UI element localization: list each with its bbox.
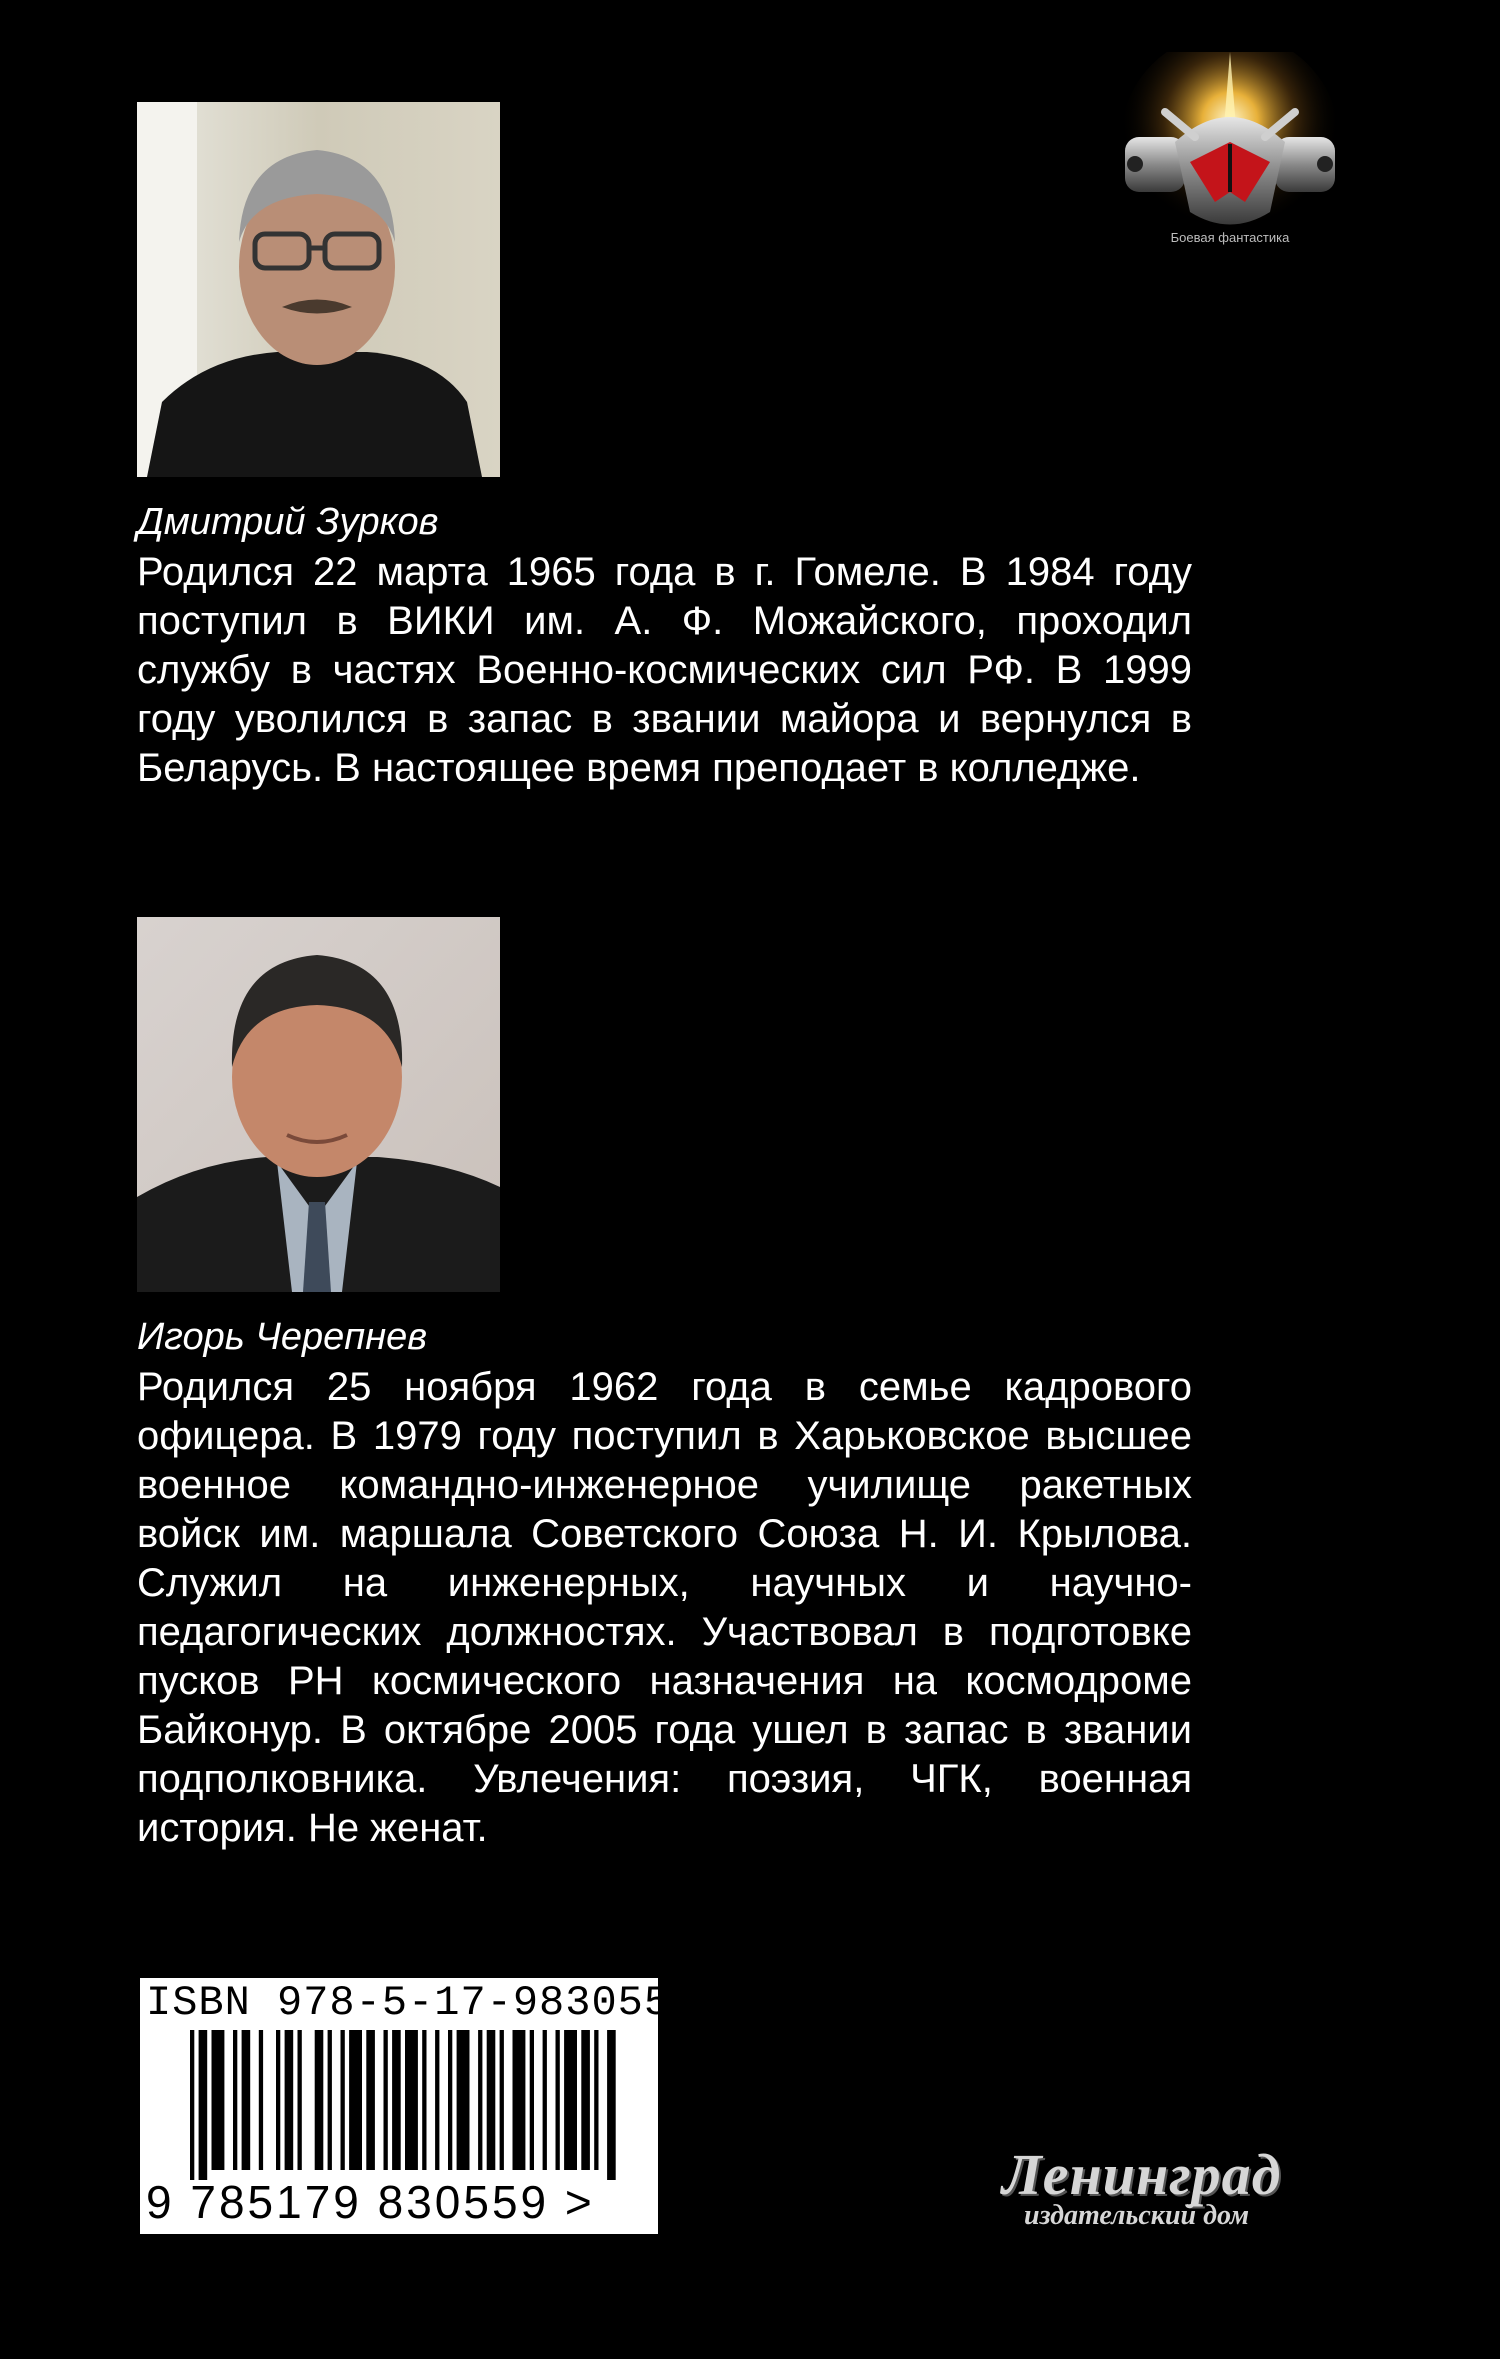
author-photo-zurkov — [137, 102, 500, 477]
series-logo-text: Боевая фантастика — [1170, 230, 1290, 245]
barcode-bar — [199, 2030, 208, 2180]
barcode-digits: 9 785179 830559 > — [146, 2176, 595, 2228]
barcode-bar — [405, 2030, 418, 2170]
barcode-bar — [564, 2030, 577, 2170]
author-name: Дмитрий Зурков — [137, 501, 439, 543]
barcode-bar — [594, 2030, 598, 2170]
barcode-bar — [530, 2030, 534, 2170]
barcode-bar — [366, 2030, 375, 2170]
author-bio-text: Родился 25 ноября 1962 года в семье кадрового офицера. В 1979 году поступил в Харьковское высшее военное командно-инженерное училище ракетных войск им. маршала Советского Союза Н. И. Крылова. Служил на инженерных, научных и научно-педагогических должностях. Участвовал в подготовке пусков РН космического назначения на космодроме Байконур. В октябре 2005 года ушел в запас в звании подполковника. Увлечения: поэзия, ЧГК, военная история. Не женат. — [137, 1365, 1192, 1850]
author-bio-text: Родился 22 марта 1965 года в г. Гомеле. В 1984 году поступил в ВИКИ им. А. Ф. Можайского, проходил службу в частях Военно-космических сил РФ. В 1999 году уволился в запас в звании майора и вернулся в Беларусь. В настоящее время преподает в колледже. — [137, 550, 1192, 790]
barcode-bar — [500, 2030, 504, 2170]
barcode-bar — [487, 2030, 496, 2170]
barcode-bar — [349, 2030, 362, 2170]
barcode-bar — [422, 2030, 426, 2170]
barcode-bar — [384, 2030, 388, 2170]
author-name: Игорь Черепнев — [137, 1316, 428, 1358]
barcode-bars — [190, 2030, 620, 2180]
barcode-bar — [328, 2030, 332, 2170]
barcode-bar — [298, 2030, 302, 2170]
barcode-bar — [435, 2030, 439, 2170]
barcode-bar — [581, 2030, 590, 2170]
publisher-name: Ленинград — [1002, 2142, 1282, 2207]
isbn-label: ISBN 978-5-17-983055-9 — [146, 1979, 723, 2027]
barcode-bar — [259, 2030, 263, 2170]
barcode-bar — [513, 2030, 526, 2170]
author-bio-section — [137, 498, 1192, 793]
barcode-bar — [392, 2030, 401, 2170]
barcode-bar — [556, 2030, 560, 2170]
barcode-bar — [607, 2030, 616, 2180]
publisher-subtitle: издательский дом — [1024, 2200, 1250, 2231]
barcode-bar — [315, 2030, 324, 2170]
barcode-bar — [233, 2030, 237, 2170]
barcode-bar — [543, 2030, 547, 2170]
barcode-bar — [242, 2030, 251, 2170]
barcode-bar — [190, 2030, 194, 2180]
author-photo-cherepnev — [137, 917, 500, 1292]
isbn-barcode — [140, 1978, 723, 2234]
barcode-bar — [285, 2030, 294, 2170]
barcode-bar — [448, 2030, 452, 2170]
barcode-bar — [212, 2030, 225, 2170]
series-emblem-icon — [1105, 52, 1355, 292]
barcode-bar — [457, 2030, 470, 2170]
author-bio-section — [137, 1313, 1192, 1853]
publisher-logo — [1002, 2144, 1372, 2244]
barcode-bar — [276, 2030, 280, 2170]
barcode-bar — [341, 2030, 345, 2170]
barcode-bar — [478, 2030, 482, 2170]
